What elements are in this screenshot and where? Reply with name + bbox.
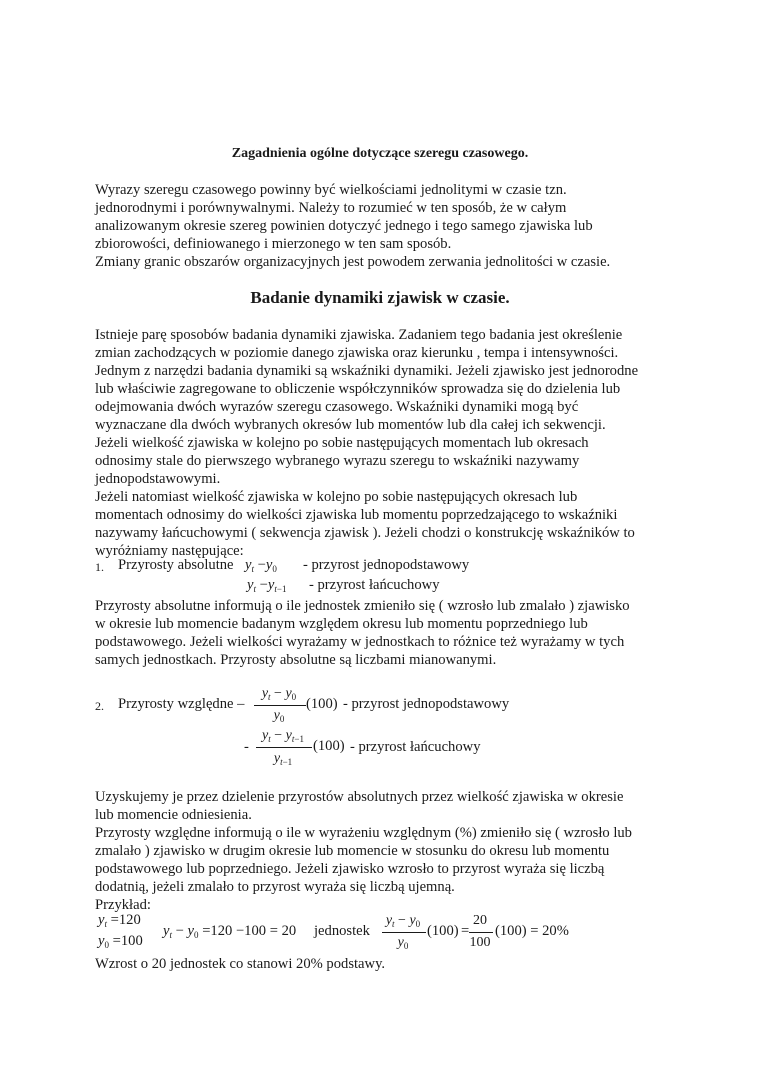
text-line: Przykład: <box>95 897 151 913</box>
fraction-denominator: $y_0$ <box>273 708 285 724</box>
example-y0-value: =100 <box>112 933 143 949</box>
desc-chain-increment: - przyrost łańcuchowy <box>309 577 440 593</box>
text-line: Przyrosty absolutne informują o ile jednostek zmieniło się ( wzrosło lub zmalało ) zjawisko <box>95 598 630 614</box>
example-y0: $y_0 =100$ <box>98 933 143 950</box>
text-line: w okresie lub momencie badanym względem okresu lub momentu poprzedniego lub <box>95 616 588 632</box>
fraction-bar <box>382 932 426 933</box>
factor-hundred: (100) <box>306 696 338 712</box>
example-difference: $y_t - y_0 =120 -100 = 20$ <box>163 923 297 940</box>
fraction-denominator: $y_0$ <box>397 935 409 951</box>
text-line: lub właściwie zagregowane to obliczenie współczynników sprowadza się do dzielenia lub <box>95 381 621 397</box>
text-line: Wyrazy szeregu czasowego powinny być wielkościami jednolitymi w czasie tzn. <box>95 182 567 198</box>
text-line: Zmiany granic obszarów organizacyjnych jest powodem zerwania jednolitości w czasie. <box>95 254 611 270</box>
example-yt: $y_t =120$ <box>98 912 141 929</box>
text-line: odejmowania dwóch wyrazów szeregu czasowego. Wskaźniki dynamiki mogą być <box>95 399 579 415</box>
section-title-time-series: Zagadnienia ogólne dotyczące szeregu czasowego. <box>231 146 529 161</box>
text-line: momentach odnosimy do wielkości zjawiska lub momentu poprzedzającego to wskaźniki <box>95 507 618 523</box>
fraction-bar <box>254 705 306 706</box>
list-number-1: 1. <box>95 560 104 574</box>
paragraph-dynamics <box>95 326 675 560</box>
fraction-numerator: $y_t - y_0$ <box>261 686 297 702</box>
text-line: Jeżeli wielkość zjawiska w kolejno po sobie następujących momentach lub okresach <box>95 435 589 451</box>
text-line: podstawowego lub poprzedniego. Jeżeli zjawisko wzrosło to przyrost wyraża się liczbą <box>95 861 605 877</box>
factor-hundred: (100) <box>427 923 459 939</box>
result-denominator: 100 <box>469 935 491 950</box>
example-difference-value: =120 −100 = 20 <box>202 923 297 939</box>
text-line: samych jednostkach. Przyrosty absolutne są liczbami mianowanymi. <box>95 652 497 668</box>
list-label-relative: Przyrosty względne – <box>118 696 245 712</box>
text-line: podstawowego. Jeżeli wielkości wyrażamy w jednostkach to różnice też wyrażamy w tych <box>95 634 625 650</box>
list-label-absolute: Przyrosty absolutne <box>118 557 234 573</box>
paragraph-time-series <box>95 181 675 271</box>
text-line: zmian zachodzących w poziomie danego zjawiska oraz kierunku , tempa i intensywności. <box>95 345 619 361</box>
paragraph-relative <box>95 788 675 914</box>
desc-base-increment: - przyrost jednopodstawowy <box>303 557 470 573</box>
text-line: wyznaczane dla dwóch wybranych okresów lub momentów lub dla całej ich sekwencji. <box>95 417 606 433</box>
desc-relative-chain: - przyrost łańcuchowy <box>350 739 481 755</box>
fraction-numerator: $y_t - y_{t-1}$ <box>262 728 304 744</box>
text-line: Przyrosty względne informują o ile w wyrażeniu względnym (%) zmieniło się ( wzrosło lub <box>95 825 632 841</box>
text-line: analizowanym okresie szereg powinien dotyczyć jednego i tego samego zjawiska lub <box>95 218 593 234</box>
text-line: zbiorowości, definiowanego i mierzonego w ten sam sposób. <box>95 236 452 252</box>
text-line: Uzyskujemy je przez dzielenie przyrostów absolutnych przez wielkość zjawiska w okresie <box>95 789 624 805</box>
formula-absolute-base: $y_t -y_0$ <box>245 557 277 574</box>
example-unit: jednostek <box>314 923 370 939</box>
section-title-dynamics: Badanie dynamiki zjawisk w czasie. <box>250 288 510 307</box>
text-line: wyróżniamy następujące: <box>95 543 244 559</box>
text-line: Istnieje parę sposobów badania dynamiki zjawiska. Zadaniem tego badania jest określenie <box>95 327 623 343</box>
equals-sign: = <box>461 923 470 939</box>
fraction-numerator: $y_t - y_0$ <box>385 913 421 929</box>
text-line: nazywamy łańcuchowymi ( sekwencja zjawisk ). Jeżeli chodzi o konstrukcję wskaźników to <box>95 525 635 541</box>
text-line: jednopodstawowymi. <box>95 471 221 487</box>
example-yt-value: =120 <box>110 912 141 928</box>
dash-chain: - <box>244 739 249 755</box>
fraction-bar <box>256 747 312 748</box>
result-numerator: 20 <box>473 913 487 928</box>
example-conclusion: Wzrost o 20 jednostek co stanowi 20% podstawy. <box>95 956 386 972</box>
text-line: jednorodnymi i porównywalnymi. Należy to rozumieć w ten sposób, że w całym <box>95 200 567 216</box>
factor-hundred: (100) <box>313 738 345 754</box>
result-tail: (100) = 20% <box>495 923 569 939</box>
text-line: zmalało ) zjawisko w drugim okresie lub momencie w stosunku do okresu lub momentu <box>95 843 610 859</box>
text-line: dodatnią, jeżeli zmalało to przyrost wyraża się liczbą ujemną. <box>95 879 455 895</box>
text-line: lub momencie odniesienia. <box>95 807 252 823</box>
desc-relative-base: - przyrost jednopodstawowy <box>343 696 510 712</box>
text-line: odnosimy stale do pierwszego wybranego wyrazu szeregu to wskaźniki nazywamy <box>95 453 580 469</box>
text-line: Jednym z narzędzi badania dynamiki są wskaźniki dynamiki. Jeżeli zjawisko jest jednorodne <box>95 363 639 379</box>
list-number-2: 2. <box>95 699 104 713</box>
paragraph-absolute <box>95 597 675 669</box>
text-line: Jeżeli natomiast wielkość zjawiska w kolejno po sobie następujących okresach lub <box>95 489 578 505</box>
formula-absolute-chain: $y_t -y_{t-1}$ <box>247 577 287 594</box>
fraction-bar <box>469 932 493 933</box>
fraction-denominator: $y_{t-1}$ <box>273 751 293 767</box>
